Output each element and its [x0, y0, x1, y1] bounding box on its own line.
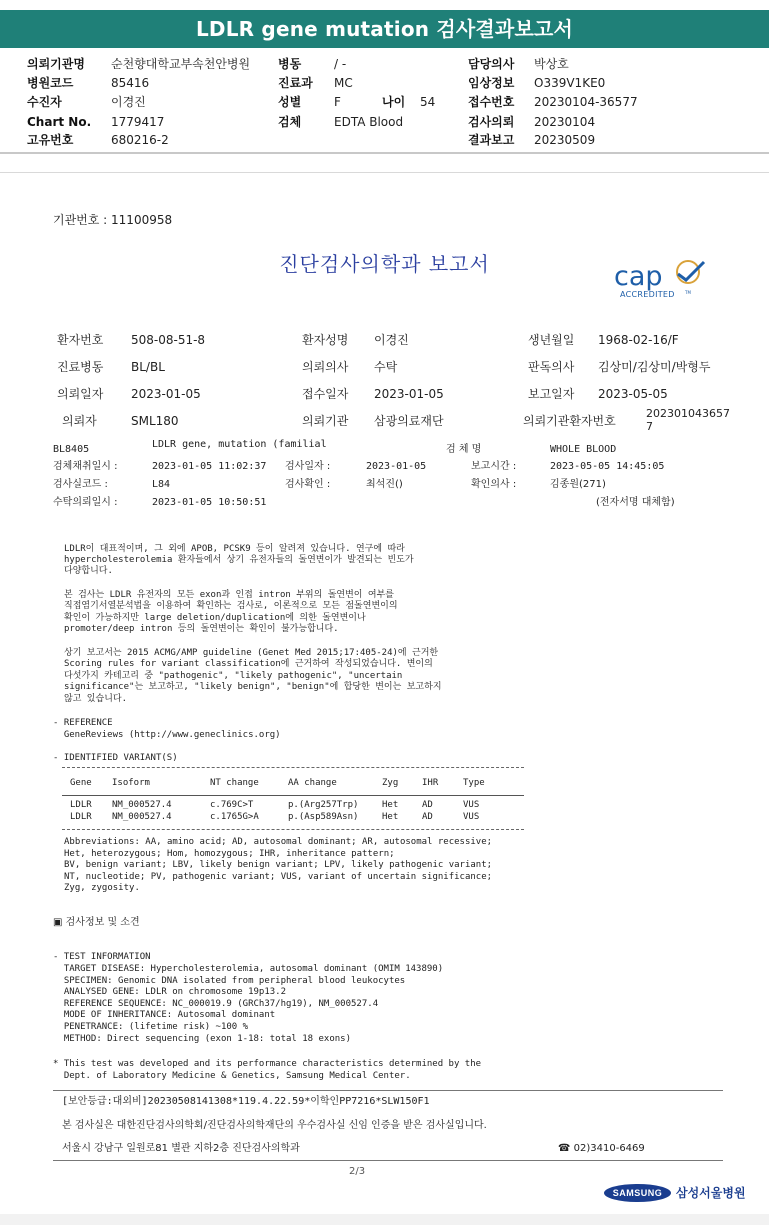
- info-label: 의뢰자: [62, 414, 97, 428]
- header-field-age: 나이 54: [382, 95, 436, 109]
- report-title-bar: [0, 10, 769, 48]
- para2-line: 직접염기서열분석법을 이용하여 확인하는 검사로, 이론적으로 모든 점돌연변이의: [64, 601, 398, 611]
- info-label: 환자성명: [302, 333, 349, 347]
- cell-aa: p.(Arg257Trp): [288, 800, 359, 810]
- header-field: 임상정보 O339V1KE0: [468, 76, 606, 90]
- page-number: 2/3: [349, 1166, 366, 1177]
- checkmark-icon: [678, 262, 704, 280]
- cell-isoform: NM_000527.4: [112, 812, 172, 822]
- divider: [0, 152, 769, 154]
- test-code: BL8405: [53, 444, 90, 455]
- collect-label: 검체채취일시 :: [53, 461, 118, 472]
- info-value-cont: 7: [646, 420, 653, 433]
- header-field: 병원코드 85416: [27, 76, 150, 90]
- cell-aa: p.(Asp589Asn): [288, 812, 359, 822]
- table-top-rule: [62, 767, 524, 768]
- disclaimer-line: Dept. of Laboratory Medicine & Genetics, Samsung Medical Center.: [53, 1071, 411, 1081]
- info-label: 접수일자: [302, 387, 349, 401]
- info-value: BL/BL: [131, 360, 165, 374]
- reference-link: GeneReviews (http://www.geneclinics.org): [53, 730, 281, 740]
- test-info-heading: - TEST INFORMATION: [53, 952, 151, 962]
- footer-top-rule: [53, 1090, 723, 1091]
- info-label: 환자번호: [57, 333, 104, 347]
- consign-value: 2023-01-05 10:50:51: [152, 497, 267, 508]
- header-field: 의뢰기관명 순천향대학교부속천안병원: [27, 57, 251, 71]
- header-field: 수진자 이경진: [27, 95, 146, 109]
- divider: [0, 172, 769, 173]
- info-value: SML180: [131, 414, 179, 428]
- checked-value: 최석진(): [366, 479, 403, 490]
- info-value: 1968-02-16/F: [598, 333, 679, 347]
- table-header-ihr: IHR: [422, 778, 439, 788]
- para3-line: 상기 보고서는 2015 ACMG/AMP guideline (Genet Med 2015;17:405-24)에 근거한: [64, 648, 439, 658]
- header-field: 성별 F: [278, 95, 341, 109]
- variants-heading: - IDENTIFIED VARIANT(S): [53, 753, 178, 763]
- abbrev-line: Abbreviations: AA, amino acid; AD, autosomal dominant; AR, autosomal recessive;: [64, 837, 493, 847]
- security-line: [보안등급:대외비]20230508141308*119.4.22.59*이학인PP7216*SLW150F1: [62, 1096, 430, 1107]
- test-info-line: METHOD: Direct sequencing (exon 1-18: total 18 exons): [53, 1034, 352, 1044]
- cell-type: VUS: [463, 812, 480, 822]
- lab-phone: ☎ 02)3410-6469: [558, 1143, 645, 1154]
- lab-code-label: 검사실코드 :: [53, 479, 108, 490]
- para3-line: 않고 있습니다.: [64, 694, 128, 704]
- table-header-zyg: Zyg: [382, 778, 399, 788]
- info-value: 202301043657: [646, 407, 730, 420]
- info-label: 보고일자: [528, 387, 575, 401]
- table-header-nt: NT change: [210, 778, 259, 788]
- e-signature-note: (전자서명 대체함): [596, 497, 675, 508]
- header-field: 검체 EDTA Blood: [278, 115, 404, 129]
- header-field: 담당의사 박상호: [468, 57, 569, 71]
- lab-code-value: L84: [152, 479, 171, 490]
- info-label: 의뢰기관: [302, 414, 349, 428]
- info-label: 생년월일: [528, 333, 575, 347]
- reference-heading: - REFERENCE: [53, 718, 113, 728]
- para1-line: 다양합니다.: [64, 566, 113, 576]
- cell-gene: LDLR: [70, 812, 92, 822]
- para2-line: promoter/deep intron 등의 돌연변이는 확인이 불가능합니다.: [64, 624, 339, 634]
- para2-line: 확인이 가능하지만 large deletion/duplication에 의한 돌연변이나: [64, 613, 366, 623]
- cell-nt: c.769C>T: [210, 800, 254, 810]
- header-field: 진료과 MC: [278, 76, 353, 90]
- specimen-label: 검 체 명: [446, 444, 482, 455]
- confirm-doctor-label: 확인의사 :: [471, 479, 517, 490]
- para3-line: significance"는 보고하고, "likely benign", "benign"에 합당한 변이는 보고하지: [64, 682, 442, 692]
- info-label: 진료병동: [57, 360, 104, 374]
- abbrev-line: Het, heterozygous; Hom, homozygous; IHR, inheritance pattern;: [64, 849, 395, 859]
- info-value: 김상미/김상미/박형두: [598, 360, 711, 374]
- lab-address: 서울시 강남구 일원로81 별관 지하2층 진단검사의학과: [62, 1143, 300, 1154]
- test-info-line: TARGET DISEASE: Hypercholesterolemia, autosomal dominant (OMIM 143890): [53, 964, 444, 974]
- para1-line: hypercholesterolemia 환자들에서 상기 유전자들의 돌연변이가 발견되는 빈도가: [64, 555, 414, 565]
- test-name: LDLR gene, mutation (familial: [152, 439, 327, 450]
- cell-zyg: Het: [382, 800, 399, 810]
- info-label: 의뢰기관환자번호: [523, 414, 616, 428]
- institution-number: 기관번호 : 11100958: [53, 213, 173, 227]
- cap-accredited-logo: [612, 258, 722, 300]
- cell-ihr: AD: [422, 812, 433, 822]
- document-title: 진단검사의학과 보고서: [279, 252, 490, 276]
- test-info-line: MODE OF INHERITANCE: Autosomal dominant: [53, 1010, 276, 1020]
- cap-logo-text: cap: [614, 261, 663, 292]
- table-header-gene: Gene: [70, 778, 92, 788]
- report-time-value: 2023-05-05 14:45:05: [550, 461, 665, 472]
- table-header-rule: [62, 795, 524, 796]
- cell-ihr: AD: [422, 800, 433, 810]
- para3-line: Scoring rules for variant classification에 근거하여 작성되었습니다. 변이의: [64, 659, 433, 669]
- header-field: 결과보고 20230509: [468, 133, 596, 147]
- table-bottom-rule: [62, 829, 524, 830]
- para2-line: 본 검사는 LDLR 유전자의 모든 exon과 인접 intron 부위의 돌연변이 여부를: [64, 590, 395, 600]
- abbrev-line: NT, nucleotide; PV, pathogenic variant; VUS, variant of uncertain significance;: [64, 872, 493, 882]
- disclaimer-line: * This test was developed and its performance characteristics determined by the: [53, 1059, 482, 1069]
- cell-gene: LDLR: [70, 800, 92, 810]
- info-label: 판독의사: [528, 360, 575, 374]
- section-heading: ▣ 검사정보 및 소견: [53, 917, 140, 928]
- info-value: 삼광의료재단: [374, 414, 444, 428]
- test-info-line: PENETRANCE: (lifetime risk) ~100 %: [53, 1022, 249, 1032]
- confirm-doctor-value: 김종원(271): [550, 479, 606, 490]
- info-value: 2023-01-05: [374, 387, 444, 401]
- checked-label: 검사확인 :: [285, 479, 331, 490]
- cell-type: VUS: [463, 800, 480, 810]
- header-field: 병동 / -: [278, 57, 347, 71]
- info-value: 508-08-51-8: [131, 333, 206, 347]
- cap-tm-text: TM: [685, 290, 691, 295]
- samsung-logo-ellipse: [604, 1184, 671, 1202]
- footer-bottom-rule: [53, 1160, 723, 1161]
- cell-isoform: NM_000527.4: [112, 800, 172, 810]
- para1-line: LDLR이 대표적이며, 그 외에 APOB, PCSK9 등이 알려져 있습니다. 연구에 따라: [64, 544, 405, 554]
- abbrev-line: Zyg, zygosity.: [64, 883, 140, 893]
- header-field: 접수번호 20230104-36577: [468, 95, 638, 109]
- samsung-logo-text: SAMSUNG: [612, 1188, 663, 1198]
- header-field: Chart No. 1779417: [27, 115, 165, 129]
- consign-label: 수탁의뢰일시 :: [53, 497, 118, 508]
- cap-accredited-text: ACCREDITED: [620, 290, 675, 299]
- test-date-label: 검사일자 :: [285, 461, 331, 472]
- para3-line: 다섯가지 카테고리 중 "pathogenic", "likely pathogenic", "uncertain: [64, 671, 403, 681]
- test-info-line: SPECIMEN: Genomic DNA isolated from peripheral blood leukocytes: [53, 976, 406, 986]
- test-info-line: ANALYSED GENE: LDLR on chromosome 19p13.2: [53, 987, 286, 997]
- abbrev-line: BV, benign variant; LBV, likely benign variant; LPV, likely pathogenic variant;: [64, 860, 493, 870]
- info-value: 이경진: [374, 333, 409, 347]
- header-field: 고유번호 680216-2: [27, 133, 169, 147]
- collect-value: 2023-01-05 11:02:37: [152, 461, 267, 472]
- report-title: LDLR gene mutation 검사결과보고서: [195, 17, 574, 41]
- test-date-value: 2023-01-05: [366, 461, 427, 472]
- table-header-type: Type: [463, 778, 485, 788]
- specimen-value: WHOLE BLOOD: [550, 444, 617, 455]
- info-value: 2023-05-05: [598, 387, 668, 401]
- info-value: 2023-01-05: [131, 387, 201, 401]
- certification-text: 본 검사실은 대한진단검사의학회/진단검사의학재단의 우수검사실 신임 인증을 받은 검사실입니다.: [62, 1120, 487, 1131]
- info-label: 의뢰일자: [57, 387, 104, 401]
- hospital-name: 삼성서울병원: [676, 1186, 746, 1200]
- bottom-strip: [0, 1214, 769, 1225]
- table-header-isoform: Isoform: [112, 778, 150, 788]
- header-field: 검사의뢰 20230104: [468, 115, 596, 129]
- cell-nt: c.1765G>A: [210, 812, 259, 822]
- cell-zyg: Het: [382, 812, 399, 822]
- info-value: 수탁: [374, 360, 398, 374]
- report-time-label: 보고시간 :: [471, 461, 517, 472]
- info-label: 의뢰의사: [302, 360, 349, 374]
- test-info-line: REFERENCE SEQUENCE: NC_000019.9 (GRCh37/hg19), NM_000527.4: [53, 999, 379, 1009]
- table-header-aa: AA change: [288, 778, 337, 788]
